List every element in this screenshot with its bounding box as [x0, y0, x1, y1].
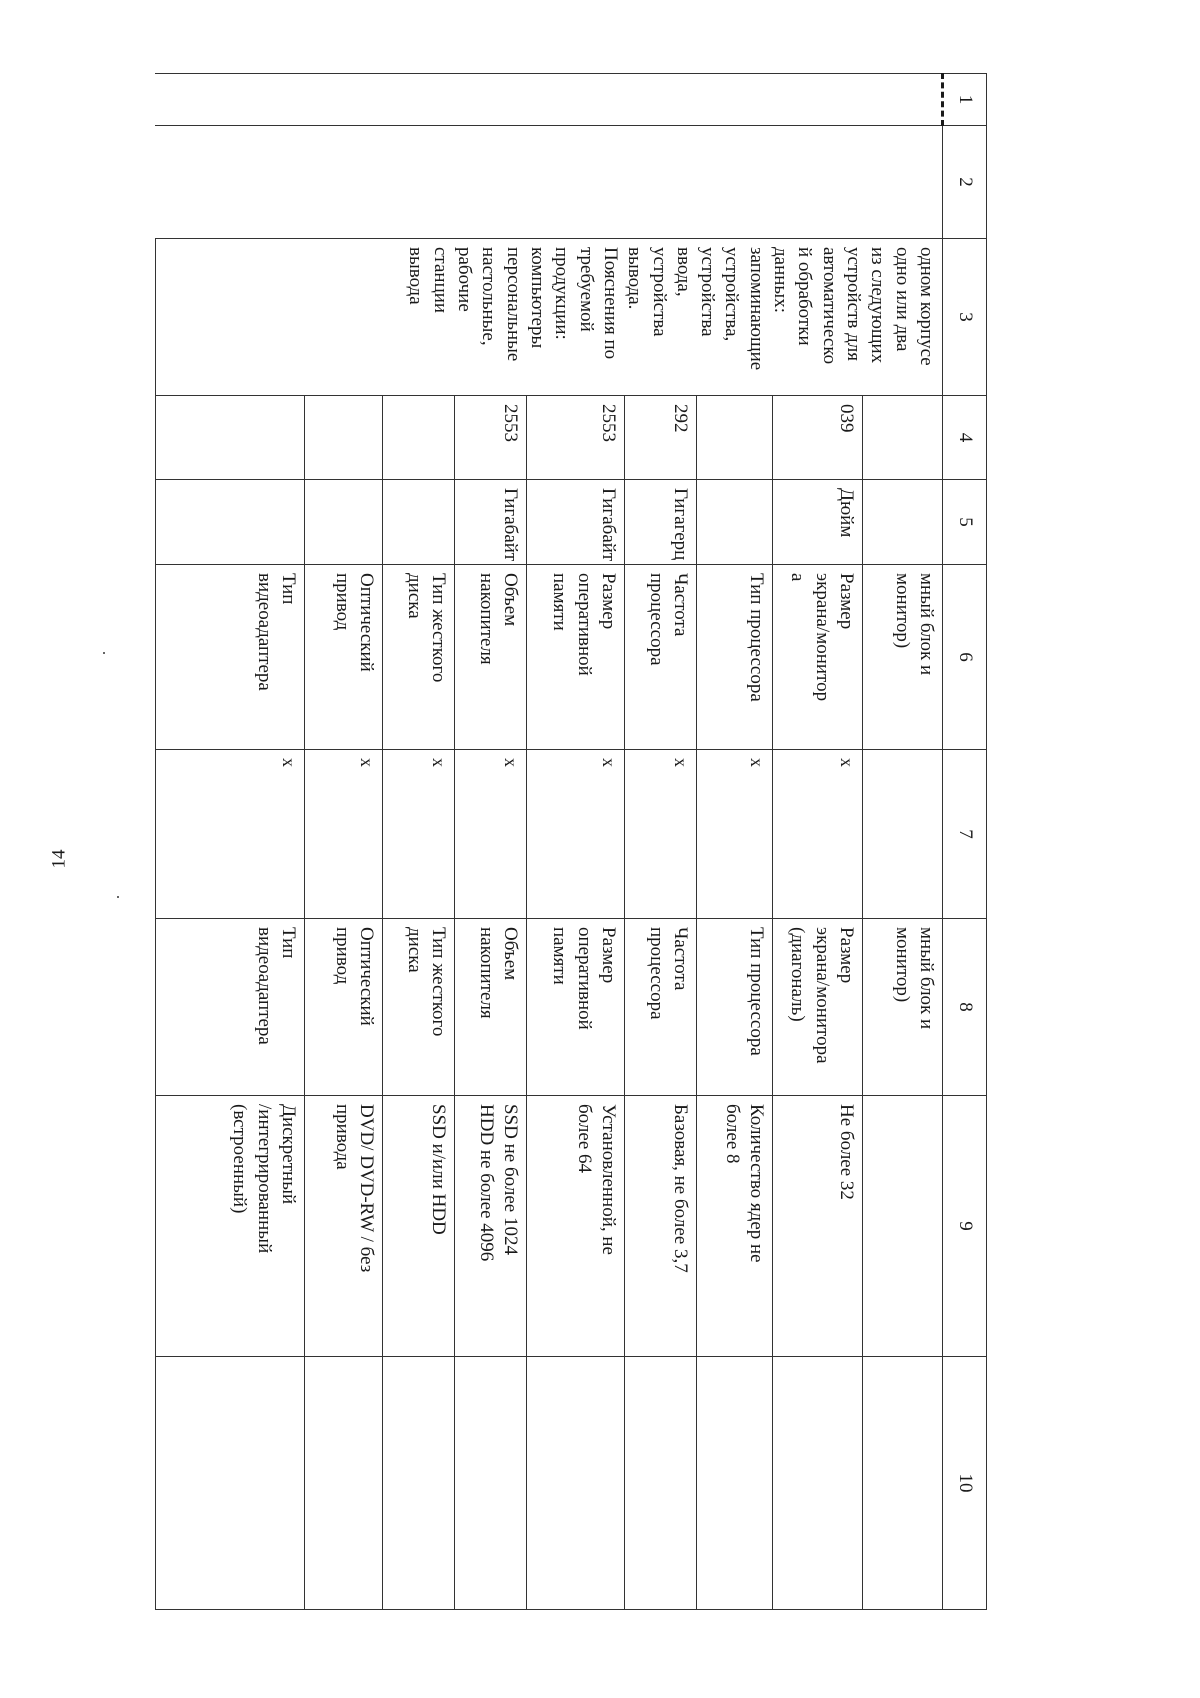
page-number: 14 [48, 849, 70, 869]
cell-characteristic-2: Тип жесткого диска [383, 919, 455, 1096]
cell-characteristic-2: мный блок и монитор) [863, 919, 943, 1096]
cell-col10 [625, 1357, 697, 1610]
cell-characteristic: Тип видеоадаптера [156, 565, 305, 750]
cell-characteristic-2: Тип видеоадаптера [156, 919, 305, 1096]
cell-mark: x [455, 750, 527, 919]
cell-mark: x [697, 750, 773, 919]
cell-col10 [697, 1357, 773, 1610]
cell-col10 [773, 1357, 863, 1610]
cell-col10 [156, 1357, 305, 1610]
cell-okei-code [697, 396, 773, 480]
cell-characteristic-2: Оптический привод [305, 919, 383, 1096]
table-row [863, 74, 943, 1610]
header-cell: 2 [943, 126, 987, 239]
cell-value: SSD и/или HDD [383, 1096, 455, 1357]
header-cell: 3 [943, 239, 987, 396]
cell-value: Не более 32 [773, 1096, 863, 1357]
cell-okei-code [305, 396, 383, 480]
cell-okei-code [863, 396, 943, 480]
header-cell: 7 [943, 750, 987, 919]
cell-unit [697, 480, 773, 565]
scan-speck [103, 652, 105, 654]
product-description: одном корпусе одно или два из следующих устройств для автоматическо й обработки данных: запоминающие устройства, устройства ввода, устройства вывода. Пояснения по требуемой продукции: компьютеры персональные настольные, рабочие станции вывода [156, 239, 943, 396]
cell-characteristic-2: Объем накопителя [455, 919, 527, 1096]
cell-characteristic-2: Тип процессора [697, 919, 773, 1096]
cell-mark: x [383, 750, 455, 919]
cell-mark: x [305, 750, 383, 919]
cell-unit: Дюйм [773, 480, 863, 565]
cell-value: Количество ядер не более 8 [697, 1096, 773, 1357]
cell-unit [863, 480, 943, 565]
cell-mark: x [527, 750, 625, 919]
cell-col10 [863, 1357, 943, 1610]
cell-characteristic: Оптический привод [305, 565, 383, 750]
cell-col1 [156, 74, 943, 126]
cell-mark [863, 750, 943, 919]
cell-characteristic: Размер оперативной памяти [527, 565, 625, 750]
cell-characteristic: Тип жесткого диска [383, 565, 455, 750]
cell-characteristic: Частота процессора [625, 565, 697, 750]
cell-unit: Гигагерц [625, 480, 697, 565]
header-cell: 6 [943, 565, 987, 750]
cell-unit [156, 480, 305, 565]
cell-characteristic-2: Размер экрана/монитора (диагональ) [773, 919, 863, 1096]
cell-value [863, 1096, 943, 1357]
cell-characteristic: Тип процессора [697, 565, 773, 750]
cell-mark: x [156, 750, 305, 919]
cell-col10 [455, 1357, 527, 1610]
cell-value: Дискретный /интегрированный (встроенный) [156, 1096, 305, 1357]
header-cell: 8 [943, 919, 987, 1096]
cell-okei-code: 2553 [455, 396, 527, 480]
cell-okei-code [383, 396, 455, 480]
cell-okei-code [156, 396, 305, 480]
scan-speck [117, 896, 119, 898]
header-cell: 1 [943, 74, 987, 126]
cell-mark: x [625, 750, 697, 919]
cell-col2 [156, 126, 943, 239]
cell-characteristic: Размер экрана/монитор а [773, 565, 863, 750]
cell-okei-code: 039 [773, 396, 863, 480]
cell-unit: Гигабайт [455, 480, 527, 565]
header-cell: 4 [943, 396, 987, 480]
cell-unit [305, 480, 383, 565]
cell-unit: Гигабайт [527, 480, 625, 565]
cell-col10 [383, 1357, 455, 1610]
cell-value: Установленной, не более 64 [527, 1096, 625, 1357]
cell-characteristic-2: Частота процессора [625, 919, 697, 1096]
spec-table [155, 73, 987, 1610]
cell-okei-code: 2553 [527, 396, 625, 480]
cell-value: DVD/ DVD-RW / без привода [305, 1096, 383, 1357]
header-cell: 5 [943, 480, 987, 565]
cell-col10 [305, 1357, 383, 1610]
cell-characteristic-2: Размер оперативной памяти [527, 919, 625, 1096]
header-cell: 10 [943, 1357, 987, 1610]
header-cell: 9 [943, 1096, 987, 1357]
table-header-row [943, 74, 987, 1610]
cell-characteristic: мный блок и монитор) [863, 565, 943, 750]
cell-mark: x [773, 750, 863, 919]
spec-table-rotated [155, 73, 987, 1609]
cell-value: Базовая, не более 3,7 [625, 1096, 697, 1357]
cell-value: SSD не более 1024 HDD не более 4096 [455, 1096, 527, 1357]
cell-okei-code: 292 [625, 396, 697, 480]
cell-col10 [527, 1357, 625, 1610]
cell-unit [383, 480, 455, 565]
cell-characteristic: Объем накопителя [455, 565, 527, 750]
